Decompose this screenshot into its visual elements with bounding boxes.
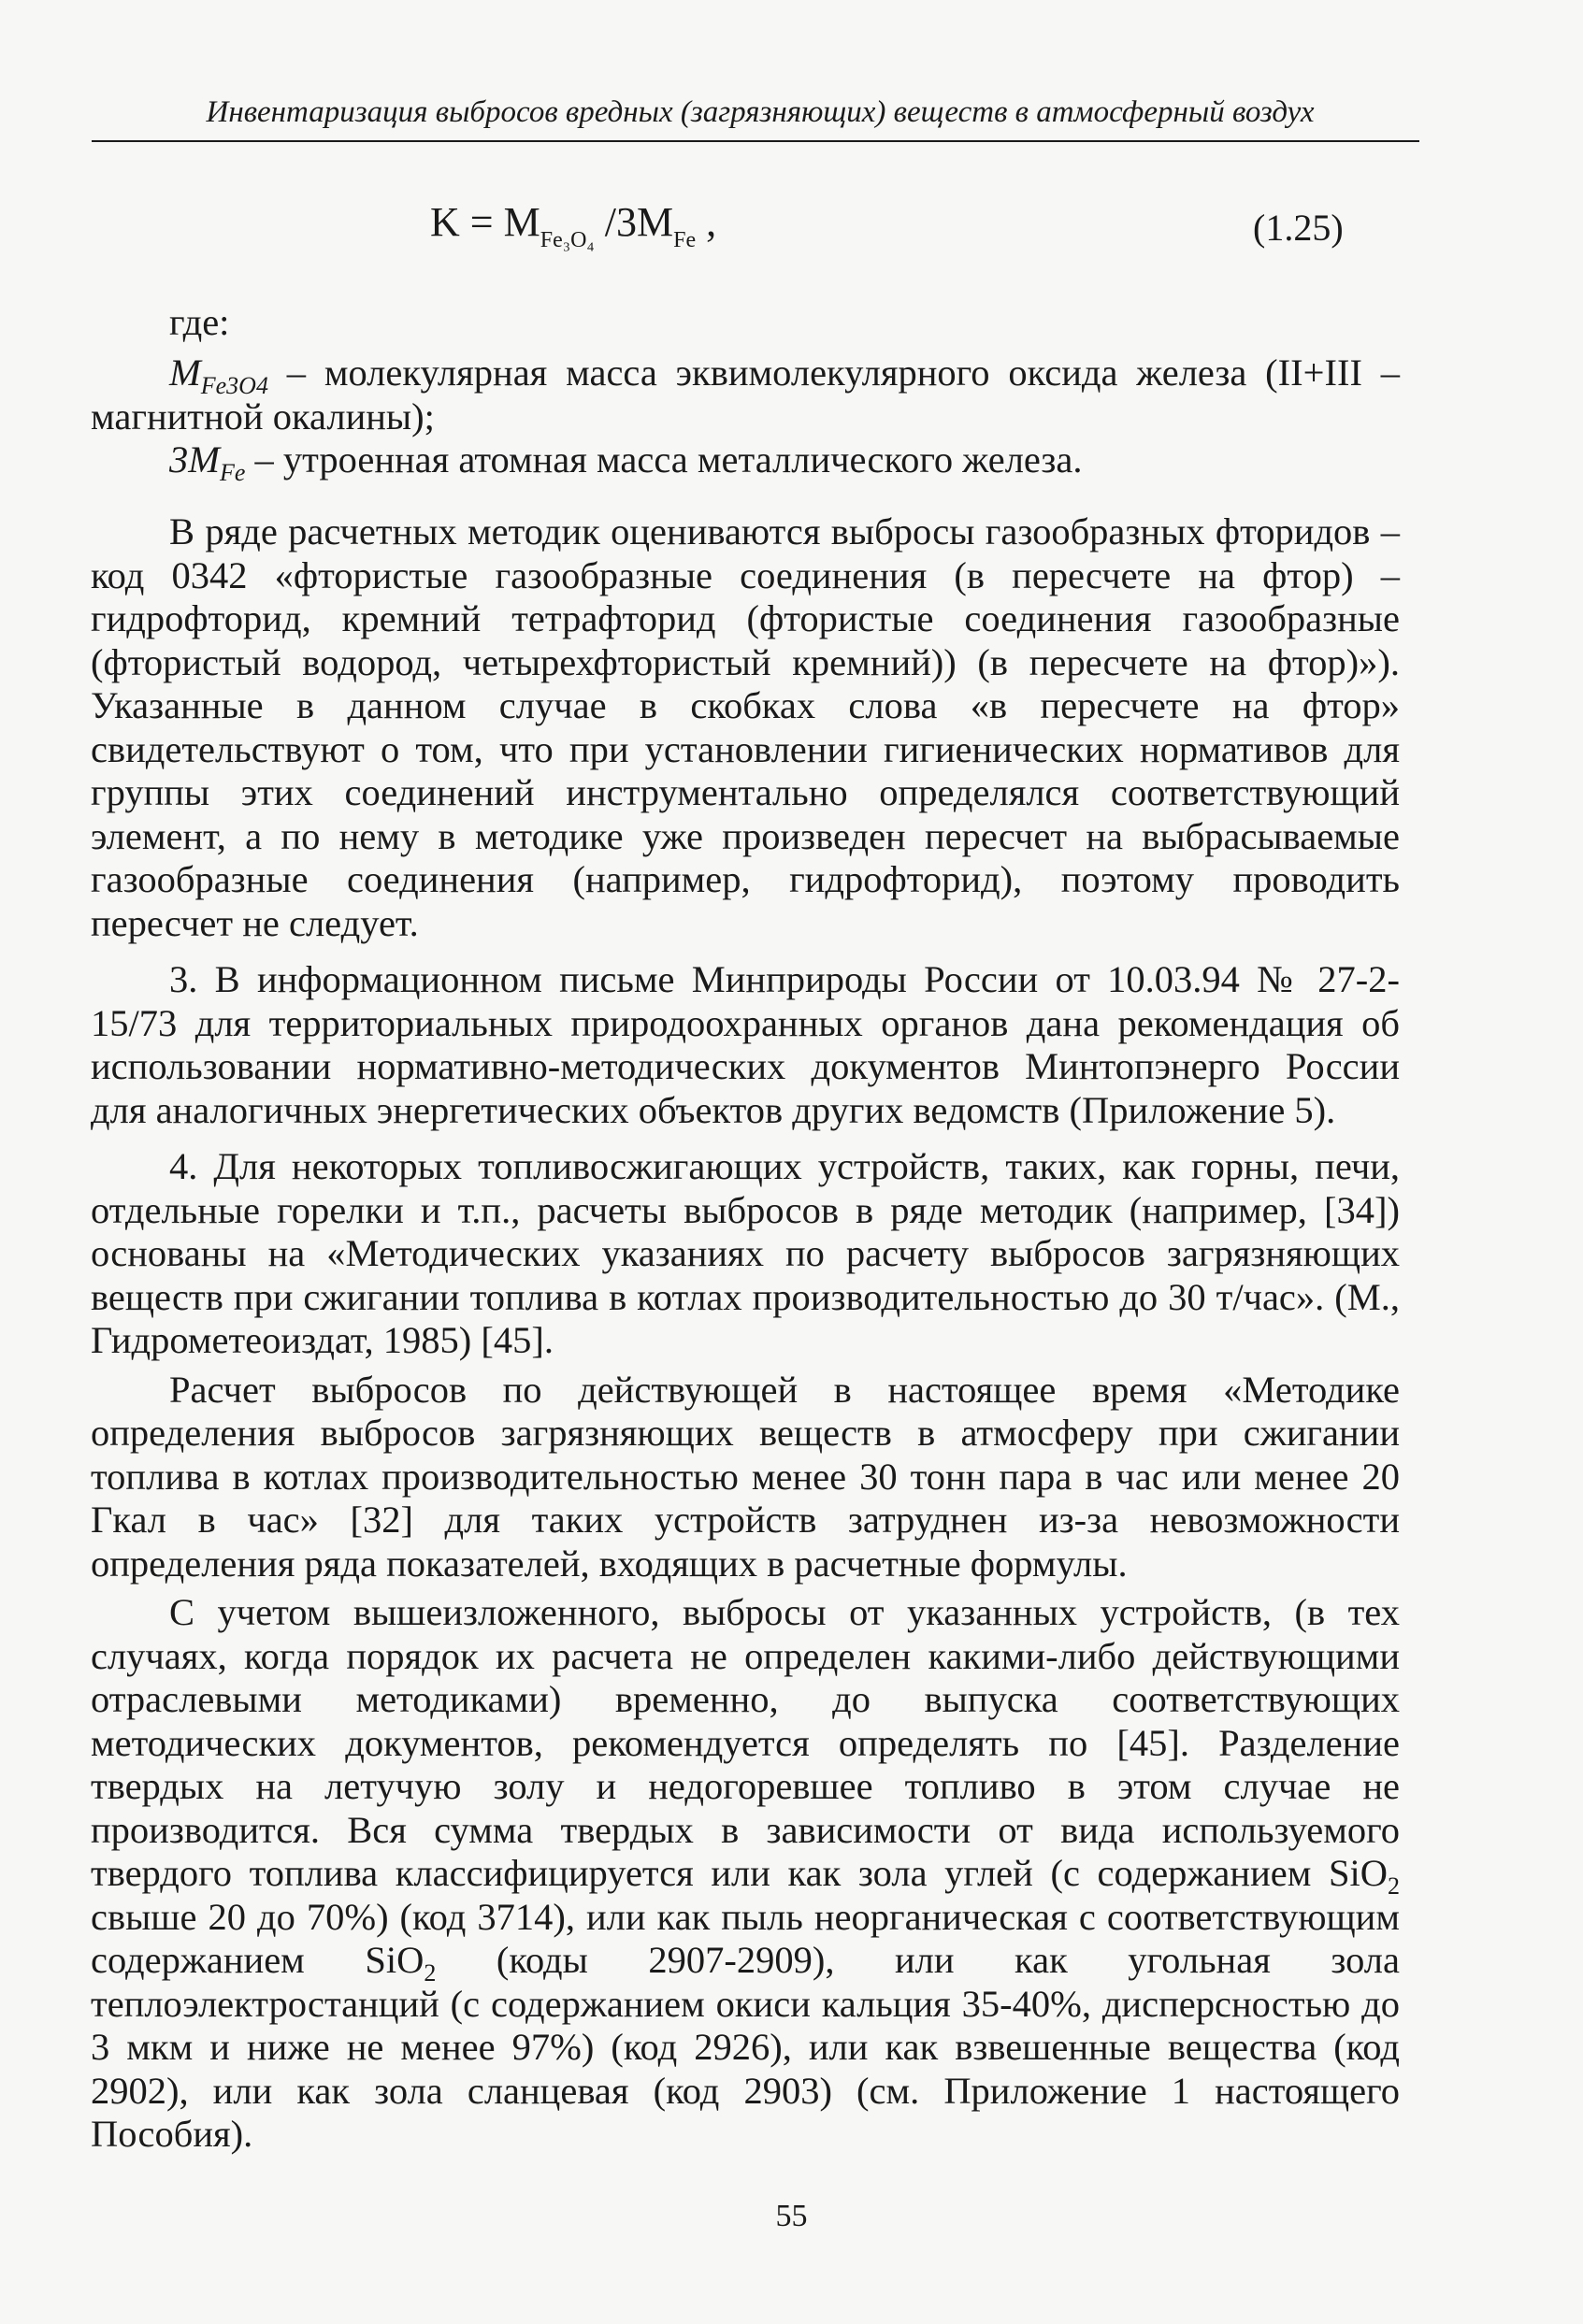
definition-symbol: $3M_{Fe}$ (169, 438, 246, 487)
definition-text: – утроенная атомная масса металлического железа. (245, 438, 1083, 481)
definitions (91, 351, 1400, 487)
formula-lhs: K = M (430, 199, 540, 245)
paragraph-item-4: 4. Для некоторых топливосжигающих устройств, таких, как горны, печи, отдельные горелки и т.п., расчеты выбросов в ряде методик (например, [34]) основаны на «Методических указаниях по расчету выбросов загрязняющих веществ при сжигании топлива в котлах производительностью до 30 т/час». (М., Гидрометеоиздат, 1985) [45]. (91, 1145, 1400, 1361)
formula (430, 196, 716, 255)
formula-number: (1.25) (1253, 207, 1344, 249)
where-label: где: (169, 301, 230, 343)
paragraph-calculation: Расчет выбросов по действующей в настоящее время «Методике определения выбросов загрязняющих веществ в атмосферу при сжигании топлива в котлах производительностью менее 30 тонн пара в час или менее 20 Гкал в час» [32] для таких устройств затруднен из-за невозможности определения ряда показателей, входящих в расчетные формулы. (91, 1368, 1400, 1585)
formula-middle: /3M (594, 199, 674, 245)
body-text (91, 510, 1400, 2157)
formula-sub-fe3o4: Fe₃O₄ (540, 228, 595, 252)
formula-tail: , (696, 199, 717, 245)
paragraph-item-3: 3. В информационном письме Минприроды России от 10.03.94 № 27-2-15/73 для территориальных природоохранных органов дана рекомендация об использовании нормативно-методических документов Минтопэнерго России для аналогичных энергетических объектов других ведомств (Приложение 5). (91, 958, 1400, 1131)
running-header: Инвентаризация выбросов вредных (загрязняющих) веществ в атмосферный воздух (206, 95, 1315, 129)
definition-text: – молекулярная масса эквимолекулярного оксида железа (II+III – магнитной окалины); (91, 351, 1400, 438)
paragraph-fluorides: В ряде расчетных методик оцениваются выбросы газообразных фторидов – код 0342 «фтористые газообразные соединения (в пересчете на фтор) – гидрофторид, кремний тетрафторид (фтористые соединения газообразные (фтористый водород, четырехфтористый кремний)) (в пересчете на фтор)»). Указанные в данном случае в скобках слова «в пересчете на фтор» свидетельствуют о том, что при установлении гигиенических нормативов для группы этих соединений инструментально определялся соответствующий элемент, а по нему в методике уже произведен пересчет на выбрасываемые газообразные соединения (например, гидрофторид), поэтому проводить пересчет не следует. (91, 510, 1400, 944)
page-number: 55 (775, 2199, 808, 2233)
definition-item (91, 438, 1400, 487)
definition-item (91, 351, 1400, 438)
formula-sub-fe: Fe (673, 228, 697, 252)
paragraph-conclusion: С учетом вышеизложенного, выбросы от указанных устройств, (в тех случаях, когда порядок их расчета не определен какими-либо действующими отраслевыми методиками) временно, до выпуска соответствующих методических документов, рекомендуется определять по [45]. Разделение твердых на летучую золу и недогоревшее топливо в этом случае не производится. Вся сумма твердых в зависимости от вида используемого твердого топлива классифицируется или как зола углей (с содержанием SiO$_2$ свыше 20 до 70%) (код 3714), или как пыль неорганическая с соответствующим содержанием SiO$_2$ (коды 2907-2909), или как угольная зола теплоэлектростанций (с содержанием окиси кальция 35-40%, дисперсностью до 3 мкм и ниже не менее 97%) (код 2926), или как взвешенные вещества (код 2902), или как зола сланцевая (код 2903) (см. Приложение 1 настоящего Пособия). (91, 1591, 1400, 2155)
header-rule (92, 140, 1419, 142)
definition-symbol: $M_{Fe3O4}$ (169, 351, 268, 400)
